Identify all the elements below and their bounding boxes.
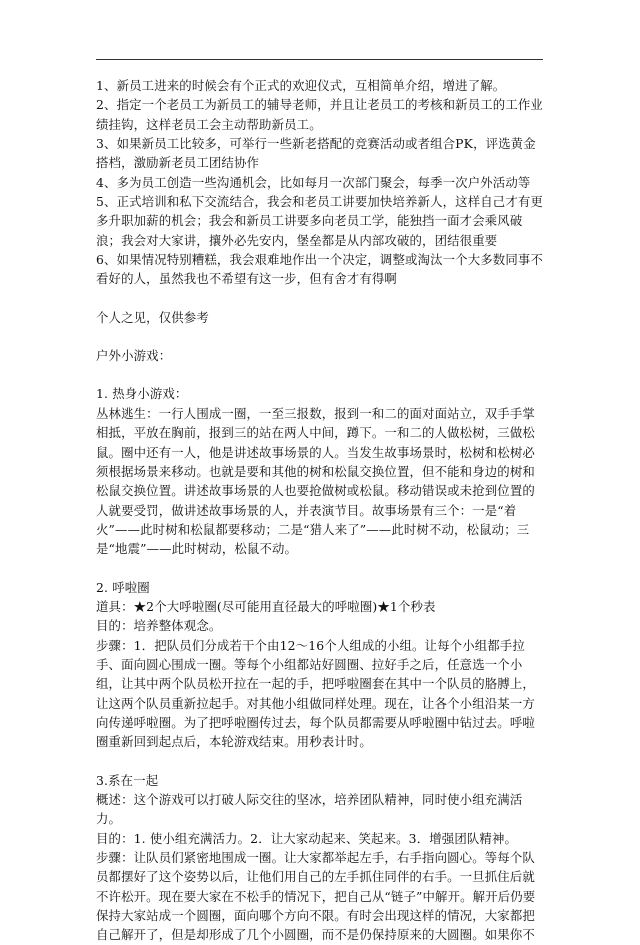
tip-5: 5、正式培训和私下交流结合，我会和老员工讲要加快培养新人，这样自己才有更多升职加薪的机会；我会和新员工讲要多向老员工学，能独挡一面才会乘风破浪；我会对大家讲，攘外必先安内，堡垒都是从内部攻破的，团结很重要	[96, 194, 543, 248]
header-rule	[96, 59, 543, 60]
spacer	[96, 327, 546, 346]
spacer	[96, 365, 546, 384]
opinion-note: 个人之见，仅供参考	[96, 309, 209, 325]
spacer	[96, 752, 546, 771]
tip-4: 4、多为员工创造一些沟通机会，比如每月一次部门聚会，每季一次户外活动等	[96, 174, 531, 190]
game-3-goal: 目的：1. 使小组充满活力。2．让大家动起来、笑起来。3．增强团队精神。	[96, 830, 518, 846]
spacer	[96, 559, 546, 578]
game-3-steps: 步骤：让队员们紧密地围成一圈。让大家都举起左手，右手指向圆心。等每个队员都摆好了这个姿势以后，让他们用自己的左手抓住同伴的右手。一旦抓住后就不许松开。现在要大家在不松手的情况下，把自己从“链子”中解开。解开后仍要保持大家站成一个圆圈，面向哪个方向不限。有时会出现这样的情况，大家都把自己解开了，但是却形成了几个小圆圈，而不是仍保持原来的大圆圈。如果你不	[96, 850, 536, 943]
game-2-props: 道具：★2个大呼啦圈(尽可能用直径最大的呼啦圈)★1个秒表	[96, 598, 436, 614]
tip-1: 1、新员工进来的时候会有个正式的欢迎仪式，互相简单介绍，增进了解。	[96, 78, 506, 93]
game-3-title: 3.系在一起	[96, 772, 159, 788]
spacer	[96, 289, 546, 308]
game-3-overview: 概述：这个游戏可以打破人际交往的坚冰，培养团队精神，同时使小组充满活力。	[96, 792, 523, 827]
outdoor-games-heading: 户外小游戏：	[96, 348, 172, 364]
game-1-text: 丛林逃生：一行人围成一圈，一至三报数，报到一和二的面对面站立，双手手掌相抵，平放在胸前，报到三的站在两人中间，蹲下。一和二的人做松树，三做松鼠。圈中还有一人，他是讲述故事场景的人。当发生故事场景时，松树和松树必须根据场景来移动。也就是要和其他的树和松鼠交换位置，但不能和身边的树和松鼠交换位置。讲述故事场景的人也要抢做树或松鼠。移动错误或未抢到位置的人就要受罚，做讲述故事场景的人，并表演节目。故事场景有三个：一是“着火”——此时树和松鼠都要移动；二是“猎人来了”——此时树不动，松鼠动；三是“地震”——此时树动，松鼠不动。	[96, 405, 535, 557]
document-body	[96, 76, 546, 945]
game-2-steps: 步骤：1．把队员们分成若干个由12～16个人组成的小组。让每个小组都手拉手、面向圆心围成一圈。等每个小组都站好圆圈、拉好手之后，任意选一个小组，让其中两个队员松开拉在一起的手，把呼啦圈套在其中一个队员的胳膊上，让这两个队员重新拉起手。对其他小组做同样处理。现在，让各个小组沿某一方向传递呼啦圈。为了把呼啦圈传过去，每个队员都需要从呼啦圈中钻过去。呼啦圈重新回到起点后，本轮游戏结束。用秒表计时。	[96, 637, 535, 750]
tip-3: 3、如果新员工比较多，可举行一些新老搭配的竞赛活动或者组合PK，评选黄金搭档，激励新老员工团结协作	[96, 136, 536, 171]
tip-2: 2、指定一个老员工为新员工的辅导老师，并且让老员工的考核和新员工的工作业绩挂钩，这样老员工会主动帮助新员工。	[96, 97, 543, 132]
game-2-title: 2. 呼啦圈	[96, 579, 150, 595]
game-1-title: 1. 热身小游戏：	[96, 386, 188, 402]
game-2-goal: 目的：培养整体观念。	[96, 618, 222, 634]
tip-6: 6、如果情况特别糟糕，我会艰难地作出一个决定，调整或淘汰一个大多数同事不看好的人，虽然我也不希望有这一步，但有舍才有得啊	[96, 252, 543, 287]
